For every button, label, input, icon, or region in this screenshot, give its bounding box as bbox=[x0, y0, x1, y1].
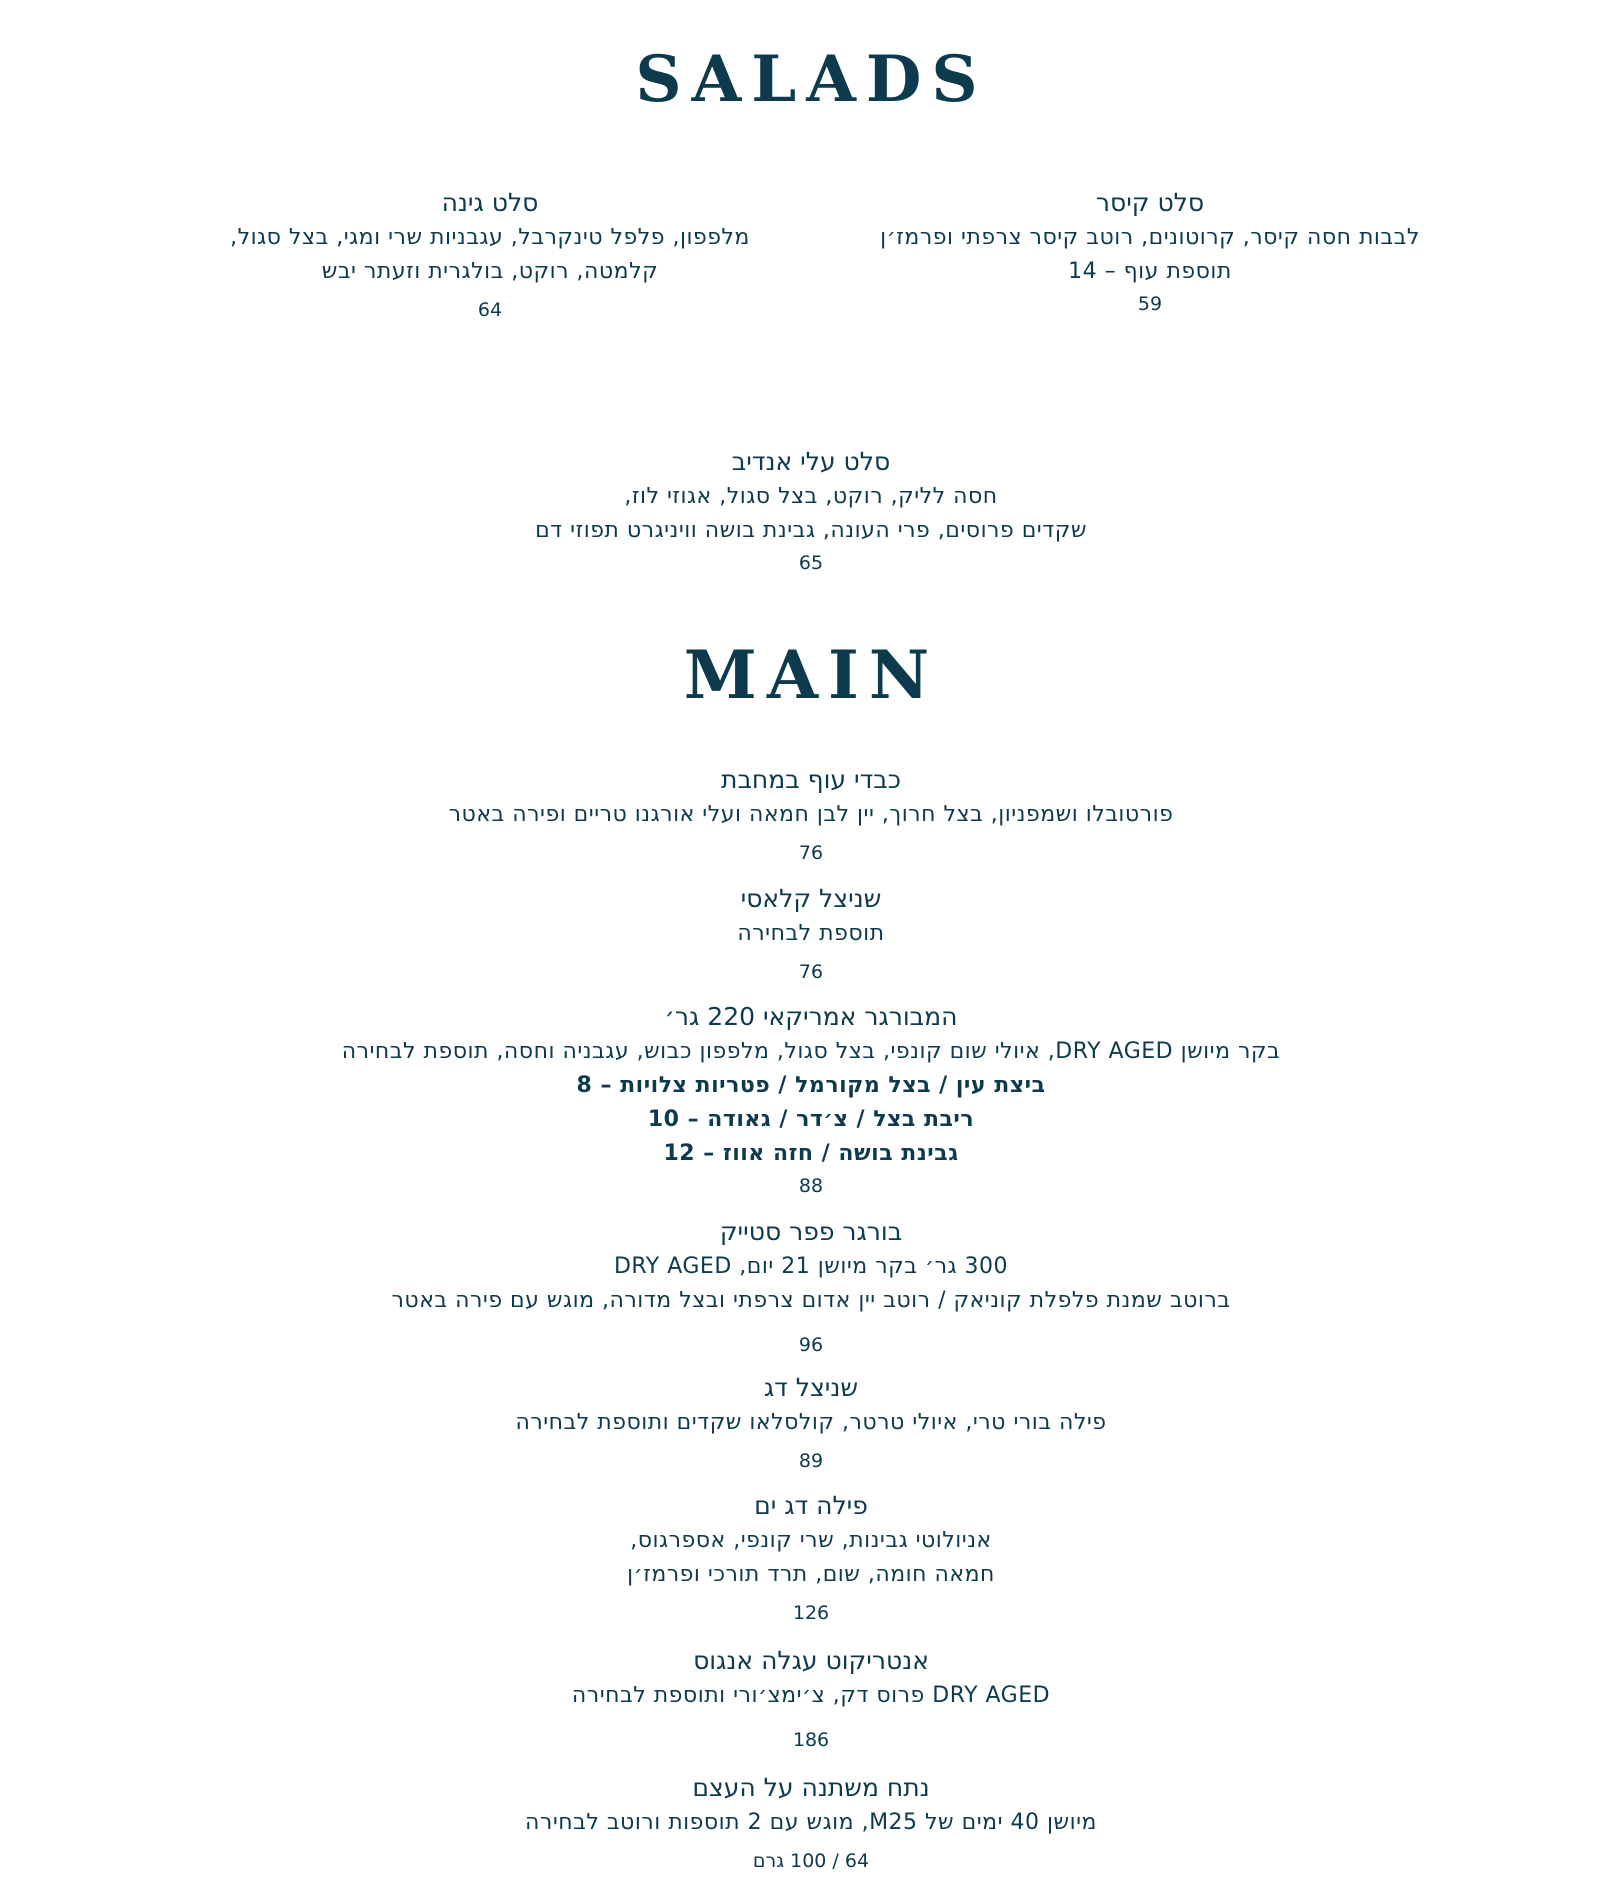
item-description: ברוטב שמנת פלפלת קוניאק / רוטב יין אדום צרפתי ובצל מדורה, מוגש עם פירה באטר bbox=[391, 1288, 1231, 1313]
item-description: שקדים פרוסים, פרי העונה, גבינת בושה וויניגרט תפוזי דם bbox=[535, 518, 1087, 543]
item-price: 59 bbox=[1137, 293, 1163, 315]
item-name: נתח משתנה על העצם bbox=[692, 1773, 930, 1802]
menu-item-caesar-salad bbox=[840, 185, 1460, 319]
item-description: פילה בורי טרי, איולי טרטר, קולסלאו שקדים ותוספת לבחירה bbox=[515, 1410, 1107, 1435]
item-description: מיושן 40 ימים של M25, מוגש עם 2 תוספות ורוטב לבחירה bbox=[525, 1810, 1097, 1835]
item-name: כבדי עוף במחבת bbox=[721, 765, 901, 794]
item-price: 76 bbox=[798, 961, 824, 983]
item-name: אנטריקוט עגלה אנגוס bbox=[693, 1646, 929, 1675]
item-price: 65 bbox=[798, 552, 824, 574]
main-title: MAIN bbox=[683, 636, 940, 714]
item-name: סלט גינה bbox=[441, 188, 539, 217]
item-name: שניצל קלאסי bbox=[740, 884, 882, 913]
item-description: פורטובלו ושמפניון, בצל חרוך, יין לבן חמאה ועלי אורגנו טריים ופירה באטר bbox=[448, 802, 1174, 827]
menu-item-sea-fish-fillet bbox=[211, 1488, 1411, 1628]
item-description: בקר מיושן DRY AGED, איולי שום קונפי, בצל סגול, מלפפון כבוש, עגבניה וחסה, תוספת לבחירה bbox=[341, 1039, 1281, 1064]
item-name: סלט עלי אנדיב bbox=[731, 447, 891, 476]
menu-item-fish-schnitzel bbox=[211, 1370, 1411, 1476]
item-price: 186 bbox=[792, 1729, 830, 1751]
menu-item-chicken-livers bbox=[211, 762, 1411, 868]
item-name: פילה דג ים bbox=[754, 1491, 868, 1520]
item-price: 64 / 100 גרם bbox=[752, 1850, 870, 1872]
item-description: קלמטה, רוקט, בולגרית וזעתר יבש bbox=[321, 259, 659, 284]
item-description: אניולוטי גבינות, שרי קונפי, אספרגוס, bbox=[630, 1528, 992, 1553]
menu-item-pepper-steak-burger bbox=[211, 1214, 1411, 1360]
item-extra: ביצת עין / בצל מקורמל / פטריות צלויות – 8 bbox=[576, 1073, 1046, 1098]
menu-item-garden-salad bbox=[170, 185, 810, 325]
item-description: תוספת עוף – 14 bbox=[1068, 259, 1232, 284]
item-description: 300 גר׳ בקר מיושן 21 יום, DRY AGED bbox=[613, 1254, 1009, 1279]
item-description: לבבות חסה קיסר, קרוטונים, רוטב קיסר צרפתי ופרמז׳ן bbox=[880, 225, 1420, 250]
item-description: חסה לליק, רוקט, בצל סגול, אגוזי לוז, bbox=[624, 484, 998, 509]
salads-title: SALADS bbox=[635, 42, 988, 117]
item-price: 126 bbox=[792, 1602, 830, 1624]
item-description: תוספת לבחירה bbox=[737, 921, 885, 946]
item-name: שניצל דג bbox=[763, 1373, 859, 1402]
item-name: המבורגר אמריקאי 220 גר׳ bbox=[664, 1002, 958, 1031]
item-description: מלפפון, פלפל טינקרבל, עגבניות שרי ומגי, בצל סגול, bbox=[230, 225, 750, 250]
item-description: DRY AGED פרוס דק, צ׳ימצ׳ורי ותוספת לבחירה bbox=[571, 1683, 1051, 1708]
item-price: 64 bbox=[477, 299, 503, 321]
item-extra: ריבת בצל / צ׳דר / גאודה – 10 bbox=[647, 1107, 975, 1132]
menu-item-american-burger bbox=[211, 999, 1411, 1201]
item-price: 88 bbox=[798, 1175, 824, 1197]
item-name: סלט קיסר bbox=[1095, 188, 1205, 217]
menu-item-angus-entrecote bbox=[211, 1643, 1411, 1755]
item-price: 89 bbox=[798, 1450, 824, 1472]
item-price: 76 bbox=[798, 842, 824, 864]
item-name: בורגר פפר סטייק bbox=[719, 1217, 903, 1246]
menu-item-endive-salad bbox=[411, 444, 1211, 578]
menu-item-bone-in-cut bbox=[211, 1770, 1411, 1876]
item-extra: גבינת בושה / חזה אווז – 12 bbox=[663, 1141, 959, 1166]
item-description: חמאה חומה, שום, תרד תורכי ופרמז׳ן bbox=[627, 1562, 995, 1587]
menu-item-classic-schnitzel bbox=[211, 881, 1411, 987]
item-price: 96 bbox=[798, 1334, 824, 1356]
